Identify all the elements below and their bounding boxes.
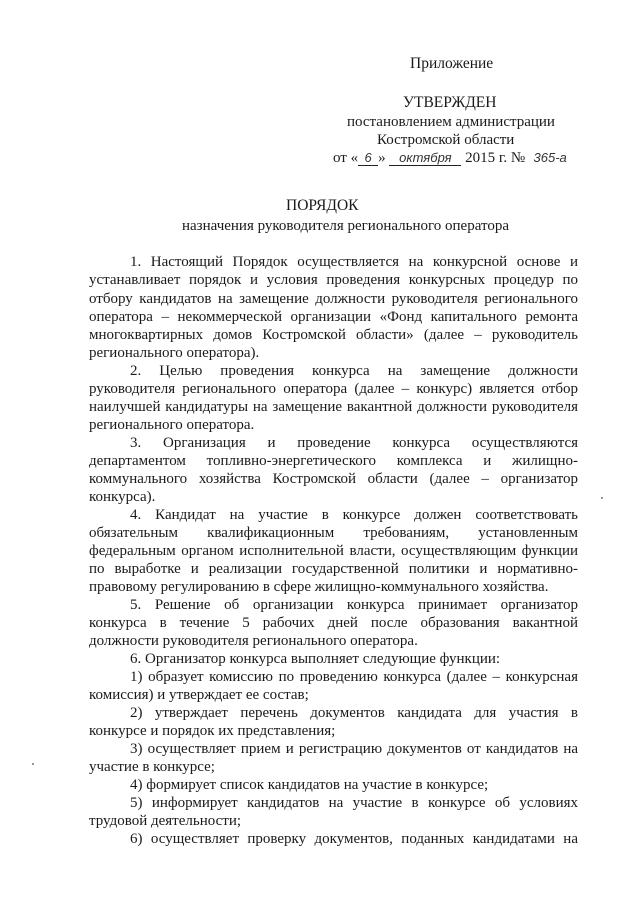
- body-line: 6) осуществляет проверку документов, поданных кандидатами на: [130, 831, 578, 847]
- body-line: 1. Настоящий Порядок осуществляется на конкурсной основе и: [130, 254, 578, 270]
- appendix-label: Приложение: [410, 55, 494, 72]
- body-line: руководителя регионального оператора (далее – конкурс) является отбор: [89, 381, 578, 397]
- resolution-line-1: постановлением администрации: [347, 114, 555, 130]
- body-line: 4. Кандидат на участие в конкурсе должен соответствовать: [130, 507, 578, 523]
- body-line: регионального оператора).: [89, 345, 260, 361]
- date-month: октября: [389, 151, 461, 166]
- body-line: по выработке и реализации государственной политики и нормативно-: [89, 561, 578, 577]
- body-line: 5. Решение об организации конкурса принимает организатор: [130, 597, 578, 613]
- body-line: 6. Организатор конкурса выполняет следующие функции:: [130, 651, 501, 667]
- body-line: должности руководителя регионального оператора.: [89, 633, 418, 649]
- body-line: 1) образует комиссию по проведению конкурса (далее – конкурсная: [130, 669, 578, 685]
- body-line: федеральным органом исполнительной власти, осуществляющим функции: [89, 543, 578, 559]
- approved-label: УТВЕРЖДЕН: [403, 94, 497, 111]
- body-line: конкурсе и порядок их представления;: [89, 723, 336, 739]
- body-line: наилучшей кандидатуры на замещение вакантной должности руководителя: [89, 399, 578, 415]
- body-line: конкурса в течение 5 рабочих дней после образования вакантной: [89, 615, 578, 631]
- body-line: трудовой деятельности;: [89, 813, 242, 829]
- body-line: комиссия) и утверждает ее состав;: [89, 687, 309, 703]
- scan-speck: [601, 497, 603, 499]
- date-mid: »: [378, 150, 386, 166]
- date-prefix: от «: [333, 150, 359, 166]
- body-line: многоквартирных домов Костромской области» (далее – руководитель: [89, 327, 578, 343]
- body-line: участие в конкурсе;: [89, 759, 215, 775]
- body-line: департаментом топливно-энергетического комплекса и жилищно-: [89, 453, 578, 469]
- body-line: конкурса).: [89, 489, 156, 505]
- body-line: 2. Целью проведения конкурса на замещение должности: [130, 363, 578, 379]
- document-title: ПОРЯДОК: [286, 197, 359, 214]
- body-line: оператора – некоммерческой организации «Фонд капитального ремонта: [89, 309, 578, 325]
- body-line: правовому регулированию в сфере жилищно-коммунального хозяйства.: [89, 579, 549, 595]
- body-line: 3) осуществляет прием и регистрацию документов от кандидатов на: [130, 741, 578, 757]
- body-line: 2) утверждает перечень документов кандидата для участия в: [130, 705, 578, 721]
- body-line: регионального оператора.: [89, 417, 255, 433]
- resolution-line-2: Костромской области: [377, 132, 515, 148]
- body-line: обязательным квалификационным требованиям, установленным: [89, 525, 578, 541]
- date-year: 2015 г. №: [465, 150, 526, 166]
- resolution-number: 365-а: [533, 150, 567, 165]
- body-line: устанавливает порядок и условия проведения конкурсных процедур по: [89, 272, 578, 288]
- date-day: 6: [358, 151, 378, 166]
- resolution-date-line: [333, 149, 575, 167]
- scan-speck: [32, 763, 34, 765]
- body-line: коммунального хозяйства Костромской области (далее – организатор: [89, 471, 578, 487]
- body-line: отбору кандидатов на замещение должности руководителя регионального: [89, 291, 578, 307]
- document-subtitle: назначения руководителя регионального оператора: [182, 218, 509, 234]
- body-line: 5) информирует кандидатов на участие в конкурсе об условиях: [130, 795, 578, 811]
- body-line: 3. Организация и проведение конкурса осуществляются: [130, 435, 578, 451]
- body-line: 4) формирует список кандидатов на участие в конкурсе;: [130, 777, 489, 793]
